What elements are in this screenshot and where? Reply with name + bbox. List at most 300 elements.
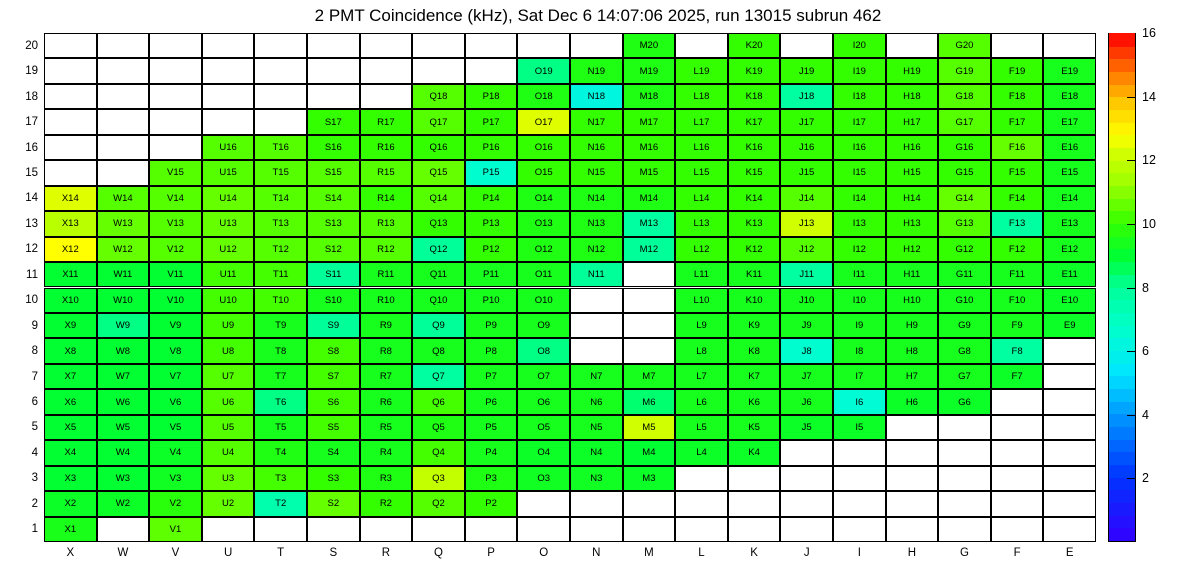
heatmap-cell: F10 xyxy=(991,288,1044,313)
heatmap-cell-empty xyxy=(149,58,202,83)
heatmap-cell-empty xyxy=(675,491,728,516)
heatmap-cell-empty xyxy=(991,491,1044,516)
heatmap-cell: Q16 xyxy=(412,135,465,160)
heatmap-cell: U7 xyxy=(202,364,255,389)
heatmap-cell: H18 xyxy=(886,84,939,109)
heatmap-cell-empty xyxy=(886,491,939,516)
heatmap-cell: N3 xyxy=(570,466,623,491)
heatmap-cell-empty xyxy=(412,517,465,542)
heatmap-cell: S14 xyxy=(307,186,360,211)
heatmap-cell-empty xyxy=(1043,466,1096,491)
heatmap-cell-empty xyxy=(991,415,1044,440)
heatmap-cell: F7 xyxy=(991,364,1044,389)
heatmap-cell: M3 xyxy=(623,466,676,491)
colorbar-segment xyxy=(1109,135,1135,148)
heatmap-cell: J16 xyxy=(780,135,833,160)
heatmap-cell: J15 xyxy=(780,160,833,185)
heatmap-cell-empty xyxy=(1043,415,1096,440)
colorbar-segment xyxy=(1109,186,1135,199)
heatmap-cell: Q7 xyxy=(412,364,465,389)
heatmap-cell: L7 xyxy=(675,364,728,389)
heatmap-cell: N5 xyxy=(570,415,623,440)
heatmap-cell: G7 xyxy=(938,364,991,389)
y-tick-label: 3 xyxy=(31,472,38,485)
heatmap-cell: W6 xyxy=(97,389,150,414)
heatmap-cell-empty xyxy=(307,517,360,542)
heatmap-cell: N16 xyxy=(570,135,623,160)
heatmap-cell: X12 xyxy=(44,237,97,262)
heatmap-cell: P8 xyxy=(465,338,518,363)
heatmap-cell-empty xyxy=(517,491,570,516)
heatmap-cell-empty xyxy=(1043,440,1096,465)
heatmap-cell-empty xyxy=(97,135,150,160)
heatmap-cell: H17 xyxy=(886,109,939,134)
heatmap-cell: K9 xyxy=(728,313,781,338)
heatmap-cell-empty xyxy=(780,466,833,491)
heatmap-cell: V13 xyxy=(149,211,202,236)
colorbar-tick-mark xyxy=(1127,160,1136,161)
heatmap-cell-empty xyxy=(623,288,676,313)
heatmap-cell: K4 xyxy=(728,440,781,465)
x-tick-label: K xyxy=(750,547,758,559)
colorbar-segment xyxy=(1109,71,1135,84)
heatmap-cell: F16 xyxy=(991,135,1044,160)
colorbar-segment xyxy=(1109,33,1135,46)
heatmap-cell: L19 xyxy=(675,58,728,83)
heatmap-cell: W5 xyxy=(97,415,150,440)
heatmap-cell: X11 xyxy=(44,262,97,287)
heatmap-cell: H12 xyxy=(886,237,939,262)
heatmap-cell: K7 xyxy=(728,364,781,389)
heatmap-cell: L9 xyxy=(675,313,728,338)
x-tick-label: H xyxy=(907,547,917,559)
colorbar-segment xyxy=(1109,376,1135,389)
heatmap-cell: P16 xyxy=(465,135,518,160)
heatmap-cell: L14 xyxy=(675,186,728,211)
heatmap-cell: K8 xyxy=(728,338,781,363)
heatmap-cell: R6 xyxy=(360,389,413,414)
heatmap-cell: N12 xyxy=(570,237,623,262)
heatmap-cell: U14 xyxy=(202,186,255,211)
heatmap-cell: Q10 xyxy=(412,288,465,313)
heatmap-cell-empty xyxy=(623,262,676,287)
colorbar-segment xyxy=(1109,59,1135,72)
heatmap-cell: T2 xyxy=(254,491,307,516)
heatmap-cell: T3 xyxy=(254,466,307,491)
colorbar-segment xyxy=(1109,109,1135,122)
heatmap-cell-empty xyxy=(307,58,360,83)
heatmap-cell: T12 xyxy=(254,237,307,262)
heatmap-cell: J6 xyxy=(780,389,833,414)
heatmap-cell: G13 xyxy=(938,211,991,236)
heatmap-cell: G17 xyxy=(938,109,991,134)
heatmap-cell-empty xyxy=(886,440,939,465)
heatmap-cell: K10 xyxy=(728,288,781,313)
colorbar-segment xyxy=(1109,312,1135,325)
page-title: 2 PMT Coincidence (kHz), Sat Dec 6 14:07:06 2025, run 13015 subrun 462 xyxy=(314,6,882,25)
heatmap-cell: X13 xyxy=(44,211,97,236)
colorbar-segment xyxy=(1109,401,1135,414)
heatmap-cell: S8 xyxy=(307,338,360,363)
heatmap-cell: H14 xyxy=(886,186,939,211)
heatmap-cell: G18 xyxy=(938,84,991,109)
heatmap-cell: O12 xyxy=(517,237,570,262)
heatmap-cell: W12 xyxy=(97,237,150,262)
heatmap-cell: Q11 xyxy=(412,262,465,287)
heatmap-cell: V10 xyxy=(149,288,202,313)
heatmap-cell: P17 xyxy=(465,109,518,134)
colorbar-segment xyxy=(1109,274,1135,287)
heatmap-cell: I11 xyxy=(833,262,886,287)
heatmap-cell: W8 xyxy=(97,338,150,363)
heatmap-cell-empty xyxy=(517,33,570,58)
heatmap-cell: I13 xyxy=(833,211,886,236)
heatmap-cell: H11 xyxy=(886,262,939,287)
heatmap-cell-empty xyxy=(675,466,728,491)
heatmap-cell: M14 xyxy=(623,186,676,211)
heatmap-cell: G9 xyxy=(938,313,991,338)
heatmap-cell: J12 xyxy=(780,237,833,262)
heatmap-cell: N15 xyxy=(570,160,623,185)
heatmap-cell: E13 xyxy=(1043,211,1096,236)
x-tick-label: W xyxy=(117,547,129,559)
heatmap-cell: M13 xyxy=(623,211,676,236)
heatmap-cell: T4 xyxy=(254,440,307,465)
heatmap-cell: P5 xyxy=(465,415,518,440)
y-tick-label: 18 xyxy=(25,90,38,103)
heatmap-cell: L13 xyxy=(675,211,728,236)
heatmap-cell: X8 xyxy=(44,338,97,363)
heatmap-cell-empty xyxy=(202,109,255,134)
heatmap-cell-empty xyxy=(886,466,939,491)
heatmap-plot-area xyxy=(44,33,1096,542)
heatmap-cell: O6 xyxy=(517,389,570,414)
heatmap-cell-empty xyxy=(202,517,255,542)
heatmap-cell-empty xyxy=(780,491,833,516)
y-tick-label: 5 xyxy=(31,421,38,434)
y-tick-label: 4 xyxy=(31,446,38,459)
heatmap-cell-empty xyxy=(254,84,307,109)
colorbar-segment xyxy=(1109,325,1135,338)
heatmap-cell: P4 xyxy=(465,440,518,465)
heatmap-cell: K17 xyxy=(728,109,781,134)
x-tick-label: G xyxy=(960,547,969,559)
x-tick-label: P xyxy=(487,547,495,559)
colorbar-segment xyxy=(1109,502,1135,515)
heatmap-cell-empty xyxy=(886,415,939,440)
heatmap-cell: E11 xyxy=(1043,262,1096,287)
heatmap-cell: O14 xyxy=(517,186,570,211)
heatmap-cell: R2 xyxy=(360,491,413,516)
heatmap-cell: M5 xyxy=(623,415,676,440)
heatmap-cell: O13 xyxy=(517,211,570,236)
heatmap-cell: U15 xyxy=(202,160,255,185)
colorbar-segment xyxy=(1109,122,1135,135)
heatmap-cell: I18 xyxy=(833,84,886,109)
heatmap-cell: X2 xyxy=(44,491,97,516)
colorbar-segment xyxy=(1109,515,1135,528)
heatmap-cell: P3 xyxy=(465,466,518,491)
heatmap-cell-empty xyxy=(97,33,150,58)
heatmap-cell: V9 xyxy=(149,313,202,338)
heatmap-cell: J10 xyxy=(780,288,833,313)
heatmap-cell: R8 xyxy=(360,338,413,363)
heatmap-cell-empty xyxy=(517,517,570,542)
heatmap-cell: P10 xyxy=(465,288,518,313)
heatmap-cell: O15 xyxy=(517,160,570,185)
y-tick-label: 11 xyxy=(26,268,38,281)
heatmap-cell: T9 xyxy=(254,313,307,338)
heatmap-cell: N11 xyxy=(570,262,623,287)
heatmap-cell: S4 xyxy=(307,440,360,465)
heatmap-cell: T14 xyxy=(254,186,307,211)
heatmap-cell: S17 xyxy=(307,109,360,134)
heatmap-cell: O9 xyxy=(517,313,570,338)
heatmap-cell: X5 xyxy=(44,415,97,440)
heatmap-cell: K5 xyxy=(728,415,781,440)
heatmap-cell-empty xyxy=(570,288,623,313)
heatmap-cell-empty xyxy=(1043,338,1096,363)
heatmap-cell: N19 xyxy=(570,58,623,83)
heatmap-cell: X10 xyxy=(44,288,97,313)
colorbar-tick-label: 4 xyxy=(1136,408,1149,422)
heatmap-cell: I12 xyxy=(833,237,886,262)
heatmap-cell-empty xyxy=(991,517,1044,542)
heatmap-cell: J9 xyxy=(780,313,833,338)
heatmap-cell: G12 xyxy=(938,237,991,262)
colorbar-tick-label: 2 xyxy=(1136,471,1149,485)
heatmap-cell-empty xyxy=(465,517,518,542)
heatmap-cell: E12 xyxy=(1043,237,1096,262)
heatmap-cell: O3 xyxy=(517,466,570,491)
heatmap-cell: I9 xyxy=(833,313,886,338)
heatmap-cell: Q3 xyxy=(412,466,465,491)
heatmap-cell: R12 xyxy=(360,237,413,262)
heatmap-cell: P14 xyxy=(465,186,518,211)
x-tick-label: T xyxy=(277,547,285,559)
heatmap-cell: Q5 xyxy=(412,415,465,440)
heatmap-cell: P13 xyxy=(465,211,518,236)
heatmap-cell: N7 xyxy=(570,364,623,389)
heatmap-cell: U6 xyxy=(202,389,255,414)
heatmap-cell-empty xyxy=(97,517,150,542)
heatmap-cell-empty xyxy=(623,491,676,516)
x-tick-label: U xyxy=(223,547,233,559)
heatmap-cell: F15 xyxy=(991,160,1044,185)
heatmap-cell: V7 xyxy=(149,364,202,389)
heatmap-cell: K11 xyxy=(728,262,781,287)
heatmap-cell-empty xyxy=(570,517,623,542)
heatmap-cell: P18 xyxy=(465,84,518,109)
x-tick-label: R xyxy=(381,547,391,559)
heatmap-cell: H9 xyxy=(886,313,939,338)
heatmap-cell: J7 xyxy=(780,364,833,389)
y-tick-label: 13 xyxy=(25,217,38,230)
heatmap-cell: H6 xyxy=(886,389,939,414)
heatmap-cell: F14 xyxy=(991,186,1044,211)
heatmap-cell: V14 xyxy=(149,186,202,211)
heatmap-cell-empty xyxy=(360,517,413,542)
heatmap-cell: F17 xyxy=(991,109,1044,134)
x-tick-label: Q xyxy=(434,547,443,559)
heatmap-cell: U9 xyxy=(202,313,255,338)
colorbar-segment xyxy=(1109,287,1135,300)
heatmap-cell: P6 xyxy=(465,389,518,414)
heatmap-cell: M18 xyxy=(623,84,676,109)
colorbar-segment xyxy=(1109,173,1135,186)
heatmap-cell: L5 xyxy=(675,415,728,440)
heatmap-cell: E19 xyxy=(1043,58,1096,83)
heatmap-cell: S11 xyxy=(307,262,360,287)
heatmap-cell: X7 xyxy=(44,364,97,389)
colorbar-segment xyxy=(1109,338,1135,351)
heatmap-cell: V1 xyxy=(149,517,202,542)
colorbar-segment xyxy=(1109,198,1135,211)
colorbar-segment xyxy=(1109,211,1135,224)
heatmap-cell: N4 xyxy=(570,440,623,465)
y-tick-label: 8 xyxy=(31,345,38,358)
heatmap-cell: S16 xyxy=(307,135,360,160)
heatmap-cell: I8 xyxy=(833,338,886,363)
heatmap-cell: J17 xyxy=(780,109,833,134)
heatmap-cell-empty xyxy=(833,440,886,465)
heatmap-cell-empty xyxy=(97,160,150,185)
heatmap-cell-empty xyxy=(97,84,150,109)
heatmap-cell: V4 xyxy=(149,440,202,465)
colorbar-segment xyxy=(1109,350,1135,363)
heatmap-cell-empty xyxy=(44,135,97,160)
heatmap-cell: T6 xyxy=(254,389,307,414)
heatmap-cell: O19 xyxy=(517,58,570,83)
y-tick-label: 9 xyxy=(31,319,38,332)
heatmap-cell-empty xyxy=(623,517,676,542)
heatmap-cell: W13 xyxy=(97,211,150,236)
heatmap-cell: P7 xyxy=(465,364,518,389)
heatmap-cell-empty xyxy=(360,58,413,83)
heatmap-cell: I14 xyxy=(833,186,886,211)
heatmap-cell: R14 xyxy=(360,186,413,211)
heatmap-cell-empty xyxy=(570,33,623,58)
heatmap-cell: R9 xyxy=(360,313,413,338)
heatmap-cell: F9 xyxy=(991,313,1044,338)
colorbar-segment xyxy=(1109,464,1135,477)
heatmap-cell: V6 xyxy=(149,389,202,414)
heatmap-cell-empty xyxy=(938,440,991,465)
heatmap-cell: R3 xyxy=(360,466,413,491)
heatmap-cell: P2 xyxy=(465,491,518,516)
y-tick-label: 20 xyxy=(25,39,38,52)
heatmap-cell: T7 xyxy=(254,364,307,389)
heatmap-cell: W7 xyxy=(97,364,150,389)
heatmap-cell: S10 xyxy=(307,288,360,313)
heatmap-cell: H13 xyxy=(886,211,939,236)
heatmap-cell: F11 xyxy=(991,262,1044,287)
colorbar-segment xyxy=(1109,84,1135,97)
heatmap-cell: G19 xyxy=(938,58,991,83)
heatmap-cell-empty xyxy=(1043,364,1096,389)
heatmap-cell: R4 xyxy=(360,440,413,465)
heatmap-cell-empty xyxy=(254,517,307,542)
heatmap-cell: Q15 xyxy=(412,160,465,185)
heatmap-cell: I6 xyxy=(833,389,886,414)
heatmap-cell-empty xyxy=(44,58,97,83)
heatmap-cell-empty xyxy=(254,33,307,58)
heatmap-cell: G15 xyxy=(938,160,991,185)
x-tick-label: E xyxy=(1065,547,1074,559)
heatmap-cell: U2 xyxy=(202,491,255,516)
heatmap-cell-empty xyxy=(991,389,1044,414)
heatmap-cell: H15 xyxy=(886,160,939,185)
heatmap-cell-empty xyxy=(202,58,255,83)
y-tick-label: 2 xyxy=(31,497,38,510)
heatmap-cell: I19 xyxy=(833,58,886,83)
colorbar-segment xyxy=(1109,300,1135,313)
heatmap-cell: W10 xyxy=(97,288,150,313)
heatmap-cell: Q14 xyxy=(412,186,465,211)
x-tick-label: V xyxy=(171,547,180,559)
heatmap-cell: L10 xyxy=(675,288,728,313)
heatmap-cell: V12 xyxy=(149,237,202,262)
heatmap-cell: I5 xyxy=(833,415,886,440)
heatmap-cell: V11 xyxy=(149,262,202,287)
heatmap-cell-empty xyxy=(728,517,781,542)
heatmap-grid xyxy=(44,33,1096,542)
heatmap-cell: G14 xyxy=(938,186,991,211)
heatmap-cell: N18 xyxy=(570,84,623,109)
y-tick-label: 15 xyxy=(25,166,38,179)
heatmap-cell: M6 xyxy=(623,389,676,414)
heatmap-cell: O8 xyxy=(517,338,570,363)
heatmap-cell: T15 xyxy=(254,160,307,185)
heatmap-cell: N13 xyxy=(570,211,623,236)
heatmap-cell: K18 xyxy=(728,84,781,109)
heatmap-cell: W2 xyxy=(97,491,150,516)
heatmap-cell: R10 xyxy=(360,288,413,313)
heatmap-cell-empty xyxy=(412,33,465,58)
heatmap-cell: L16 xyxy=(675,135,728,160)
x-tick-label: O xyxy=(539,547,549,559)
heatmap-cell-empty xyxy=(623,338,676,363)
heatmap-cell: L8 xyxy=(675,338,728,363)
heatmap-cell: F13 xyxy=(991,211,1044,236)
heatmap-cell: J8 xyxy=(780,338,833,363)
heatmap-cell: U13 xyxy=(202,211,255,236)
heatmap-cell-empty xyxy=(938,517,991,542)
heatmap-cell: M4 xyxy=(623,440,676,465)
heatmap-cell: X9 xyxy=(44,313,97,338)
colorbar-segment xyxy=(1109,97,1135,110)
colorbar-tick-label: 6 xyxy=(1136,344,1149,358)
heatmap-cell: E17 xyxy=(1043,109,1096,134)
heatmap-cell-empty xyxy=(1043,33,1096,58)
heatmap-cell: U11 xyxy=(202,262,255,287)
x-tick-label: L xyxy=(698,547,705,559)
heatmap-cell: O10 xyxy=(517,288,570,313)
heatmap-cell: W4 xyxy=(97,440,150,465)
y-tick-label: 12 xyxy=(25,243,38,256)
heatmap-cell: S13 xyxy=(307,211,360,236)
colorbar-tick-mark xyxy=(1127,224,1136,225)
heatmap-cell: K15 xyxy=(728,160,781,185)
heatmap-cell: M19 xyxy=(623,58,676,83)
heatmap-cell-empty xyxy=(623,313,676,338)
x-tick-label: X xyxy=(66,547,75,559)
heatmap-cell: X4 xyxy=(44,440,97,465)
heatmap-cell: K19 xyxy=(728,58,781,83)
y-axis-labels xyxy=(4,33,38,542)
heatmap-cell: Q18 xyxy=(412,84,465,109)
heatmap-cell-empty xyxy=(886,517,939,542)
